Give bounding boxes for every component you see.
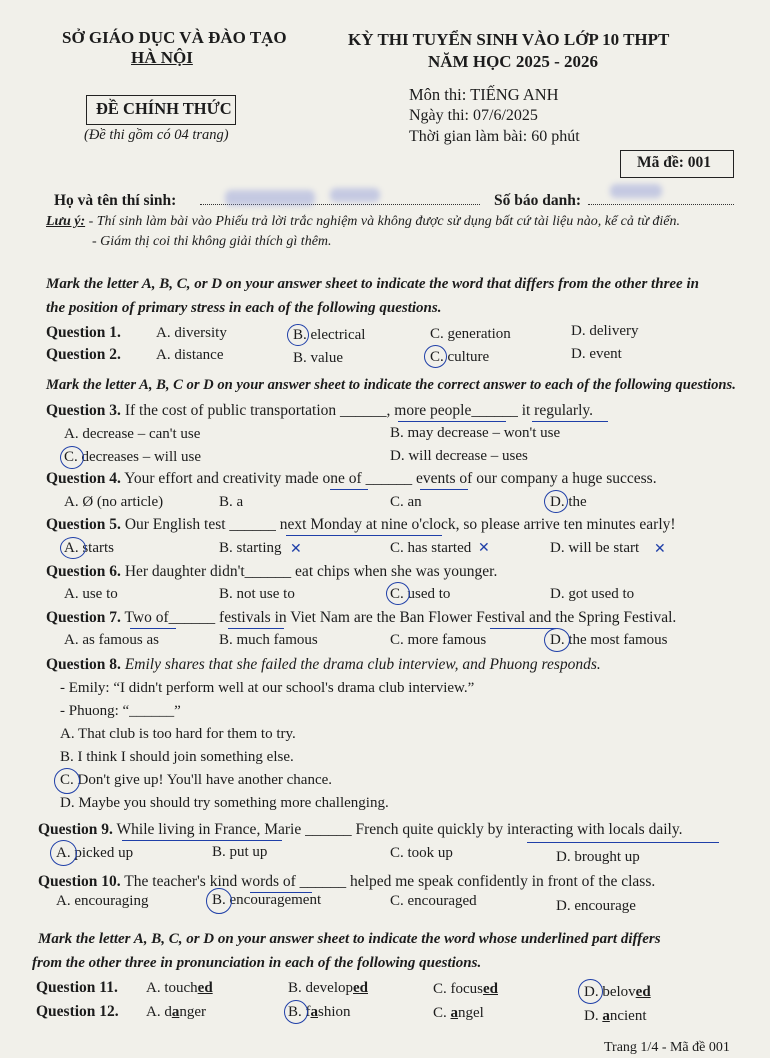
q1-option-d: D. delivery: [571, 323, 639, 339]
q8-phuong: - Phuong: “______”: [60, 703, 181, 719]
q7-pen-underline: [490, 628, 556, 629]
q11-d-underlined: ed: [635, 984, 651, 1000]
q2-answer-circle: [424, 345, 447, 368]
q2-option-c: C. culture: [430, 349, 490, 365]
q7-option-a: A. as famous as: [64, 632, 159, 648]
q10-line: [38, 873, 655, 891]
q12-option-c: [433, 1005, 484, 1022]
q10-option-b: B. encouragement: [212, 892, 322, 908]
cross-mark-icon: ✕: [654, 541, 666, 557]
q11-d-text: D. belov: [584, 984, 636, 1000]
q7-pen-underline: [228, 628, 284, 629]
q12-d-post: ncient: [609, 1008, 647, 1024]
page-footer: Trang 1/4 - Mã đề 001: [604, 1040, 730, 1055]
q10-label: Question 10.: [38, 873, 121, 890]
q4-label: Question 4.: [46, 470, 121, 487]
q5-pen-underline: [286, 535, 442, 536]
q8-label: Question 8.: [46, 656, 121, 673]
note-line-2: - Giám thị coi thi không giải thích gì thêm.: [92, 234, 332, 249]
note-label: Lưu ý:: [46, 214, 86, 229]
exam-code: Mã đề: 001: [637, 154, 712, 171]
official-label: ĐỀ CHÍNH THỨC: [96, 99, 232, 118]
q7-option-b: B. much famous: [219, 632, 318, 648]
q8-answer-circle: [54, 768, 80, 794]
q12-c-pre: C.: [433, 1005, 451, 1021]
q6-option-b: B. not use to: [219, 586, 295, 602]
q3-option-d: D. will decrease – uses: [390, 448, 528, 464]
q11-option-b: [288, 980, 368, 997]
q3-option-a: A. decrease – can't use: [64, 426, 201, 442]
q12-a-post: nger: [179, 1004, 206, 1020]
q4-line: [46, 470, 657, 488]
q7-pen-underline: [130, 628, 176, 629]
q10-option-a: A. encouraging: [56, 893, 149, 909]
q9-pen-underline: [527, 842, 719, 843]
department-name: SỞ GIÁO DỤC VÀ ĐÀO TẠO: [62, 28, 287, 47]
cross-mark-icon: ✕: [290, 541, 302, 557]
section-1-instruction: Mark the letter A, B, C, or D on your answer sheet to indicate the word that differs from the other three in: [46, 276, 699, 292]
q11-a-text: A. touch: [146, 980, 198, 996]
q3-line: [46, 402, 593, 420]
q1-option-c: C. generation: [430, 326, 511, 342]
q12-b-pre: B. f: [288, 1004, 311, 1020]
q12-a-underlined: a: [171, 1004, 180, 1020]
q8-line: [46, 656, 601, 674]
q3-answer-circle: [60, 446, 84, 469]
q12-option-d: [584, 1008, 647, 1025]
q5-option-a: A. starts: [64, 540, 114, 556]
exam-date: Ngày thi: 07/6/2025: [409, 107, 538, 124]
q11-b-underlined: ed: [353, 980, 368, 996]
q7-line: [46, 609, 676, 627]
q4-option-d: D. the: [550, 494, 587, 510]
q2-label: Question 2.: [46, 346, 121, 363]
q11-option-c: [433, 981, 498, 998]
cross-mark-icon: ✕: [478, 540, 490, 556]
note-text-1: - Thí sinh làm bài vào Phiếu trả lời trắc nghiệm và không được sử dụng bất cứ tài liệu nào, kể cả từ điển.: [85, 214, 681, 229]
redaction-blur: [610, 184, 662, 198]
q11-label: Question 11.: [36, 979, 118, 996]
q8-stem: Emily shares that she failed the drama club interview, and Phuong responds.: [124, 656, 601, 673]
q8-option-d: D. Maybe you should try something more challenging.: [60, 795, 389, 811]
q8-option-b: B. I think I should join something else.: [60, 749, 294, 765]
q11-b-text: B. develop: [288, 980, 353, 996]
q4-stem: Your effort and creativity made one of ______ events of our company a huge success.: [124, 470, 657, 487]
q4-pen-underline: [420, 489, 468, 490]
q5-answer-circle: [60, 537, 86, 559]
redaction-blur: [225, 190, 315, 206]
q3-pen-underline: [398, 421, 506, 422]
q9-label: Question 9.: [38, 821, 113, 838]
q9-option-b: B. put up: [212, 844, 268, 860]
q9-pen-underline: [122, 840, 282, 841]
q12-b-underlined: a: [310, 1004, 318, 1020]
q4-option-a: A. Ø (no article): [64, 494, 164, 510]
q6-line: [46, 563, 497, 581]
q7-label: Question 7.: [46, 609, 121, 626]
q9-option-d: D. brought up: [556, 849, 640, 865]
q9-stem: While living in France, Marie ______ French quite quickly by interacting with locals daily.: [116, 821, 683, 838]
q8-option-c: C. Don't give up! You'll have another chance.: [60, 772, 333, 788]
q2-option-b: B. value: [293, 350, 343, 366]
q4-answer-circle: [544, 490, 568, 513]
pages-note: (Đề thi gồm có 04 trang): [84, 127, 229, 143]
q7-option-c: C. more famous: [390, 632, 487, 648]
q7-stem: Two of______ festivals in Viet Nam are the Ban Flower Festival and the Spring Festival.: [124, 609, 677, 626]
q9-option-a: A. picked up: [56, 845, 134, 861]
q9-answer-circle: [50, 840, 77, 866]
q11-answer-circle: [578, 979, 603, 1004]
q8-option-a: A. That club is too hard for them to try.: [60, 726, 296, 742]
q12-answer-circle: [284, 1000, 308, 1024]
q6-option-a: A. use to: [64, 586, 118, 602]
q1-answer-circle: [287, 324, 309, 346]
q5-option-c: C. has started: [390, 540, 472, 556]
q3-option-c: C. decreases – will use: [64, 449, 202, 465]
q11-c-underlined: ed: [483, 981, 498, 997]
q5-line: [46, 516, 676, 534]
q5-stem: Our English test ______ next Monday at nine o'clock, so please arrive ten minutes early!: [124, 516, 676, 533]
candidate-number-label: Số báo danh:: [494, 192, 582, 209]
q7-answer-circle: [544, 628, 570, 652]
q8-emily: - Emily: “I didn't perform well at our school's drama club interview.”: [60, 680, 475, 696]
q5-label: Question 5.: [46, 516, 121, 533]
q7-option-d: D. the most famous: [550, 632, 668, 648]
q10-option-c: C. encouraged: [390, 893, 477, 909]
section-1-instruction-cont: the position of primary stress in each of the following questions.: [46, 300, 442, 316]
q10-option-d: D. encourage: [556, 898, 636, 914]
q12-c-underlined: a: [450, 1005, 459, 1021]
q10-answer-circle: [206, 888, 232, 914]
q11-a-underlined: ed: [197, 980, 213, 996]
q3-pen-underline: [532, 421, 608, 422]
note-line-1: [46, 214, 680, 230]
exam-title: KỲ THI TUYỂN SINH VÀO LỚP 10 THPT: [348, 30, 670, 49]
q12-a-pre: A. d: [146, 1004, 172, 1020]
q11-c-text: C. focus: [433, 981, 483, 997]
q9-line: [38, 821, 682, 839]
q4-option-c: C. an: [390, 494, 422, 510]
q3-label: Question 3.: [46, 402, 121, 419]
q4-option-b: B. a: [219, 494, 244, 510]
q6-option-d: D. got used to: [550, 586, 635, 602]
q2-option-d: D. event: [571, 346, 622, 362]
q6-stem: Her daughter didn't______ eat chips when she was younger.: [124, 563, 498, 580]
q5-option-b: B. starting: [219, 540, 282, 556]
q10-stem: The teacher's kind words of ______ helped me speak confidently in front of the class.: [124, 873, 656, 890]
q12-c-post: ngel: [458, 1005, 484, 1021]
section-2-instruction: Mark the letter A, B, C or D on your answer sheet to indicate the correct answer to each of the following questions.: [46, 377, 736, 393]
redaction-blur: [330, 188, 380, 202]
q12-option-a: [146, 1004, 206, 1021]
q6-label: Question 6.: [46, 563, 121, 580]
exam-year: NĂM HỌC 2025 - 2026: [428, 52, 598, 71]
q6-option-c: C. used to: [390, 586, 451, 602]
candidate-number-line: [588, 204, 734, 205]
q12-label: Question 12.: [36, 1003, 119, 1020]
candidate-name-label: Họ và tên thí sinh:: [54, 192, 177, 209]
q6-answer-circle: [386, 582, 410, 605]
q12-d-underlined: a: [602, 1008, 610, 1024]
department-city: HÀ NỘI: [131, 48, 193, 67]
q12-b-post: shion: [318, 1004, 351, 1020]
q9-option-c: C. took up: [390, 845, 453, 861]
q1-option-a: A. diversity: [156, 325, 227, 341]
section-3-instruction: Mark the letter A, B, C, or D on your answer sheet to indicate the word whose underlined part differs: [38, 931, 661, 947]
q4-pen-underline: [330, 489, 368, 490]
q2-option-a: A. distance: [156, 347, 224, 363]
q5-option-d: D. will be start: [550, 540, 640, 556]
q11-option-a: [146, 980, 213, 997]
section-3-instruction-cont: from the other three in pronunciation in each of the following questions.: [32, 955, 482, 971]
q3-option-b: B. may decrease – won't use: [390, 425, 561, 441]
q3-stem: If the cost of public transportation ______, more people______ it regularly.: [124, 402, 593, 419]
q1-option-b: B. electrical: [293, 327, 366, 343]
subject: Môn thi: TIẾNG ANH: [409, 85, 559, 104]
exam-duration: Thời gian làm bài: 60 phút: [409, 128, 580, 145]
q12-d-pre: D.: [584, 1008, 603, 1024]
q1-label: Question 1.: [46, 324, 121, 341]
